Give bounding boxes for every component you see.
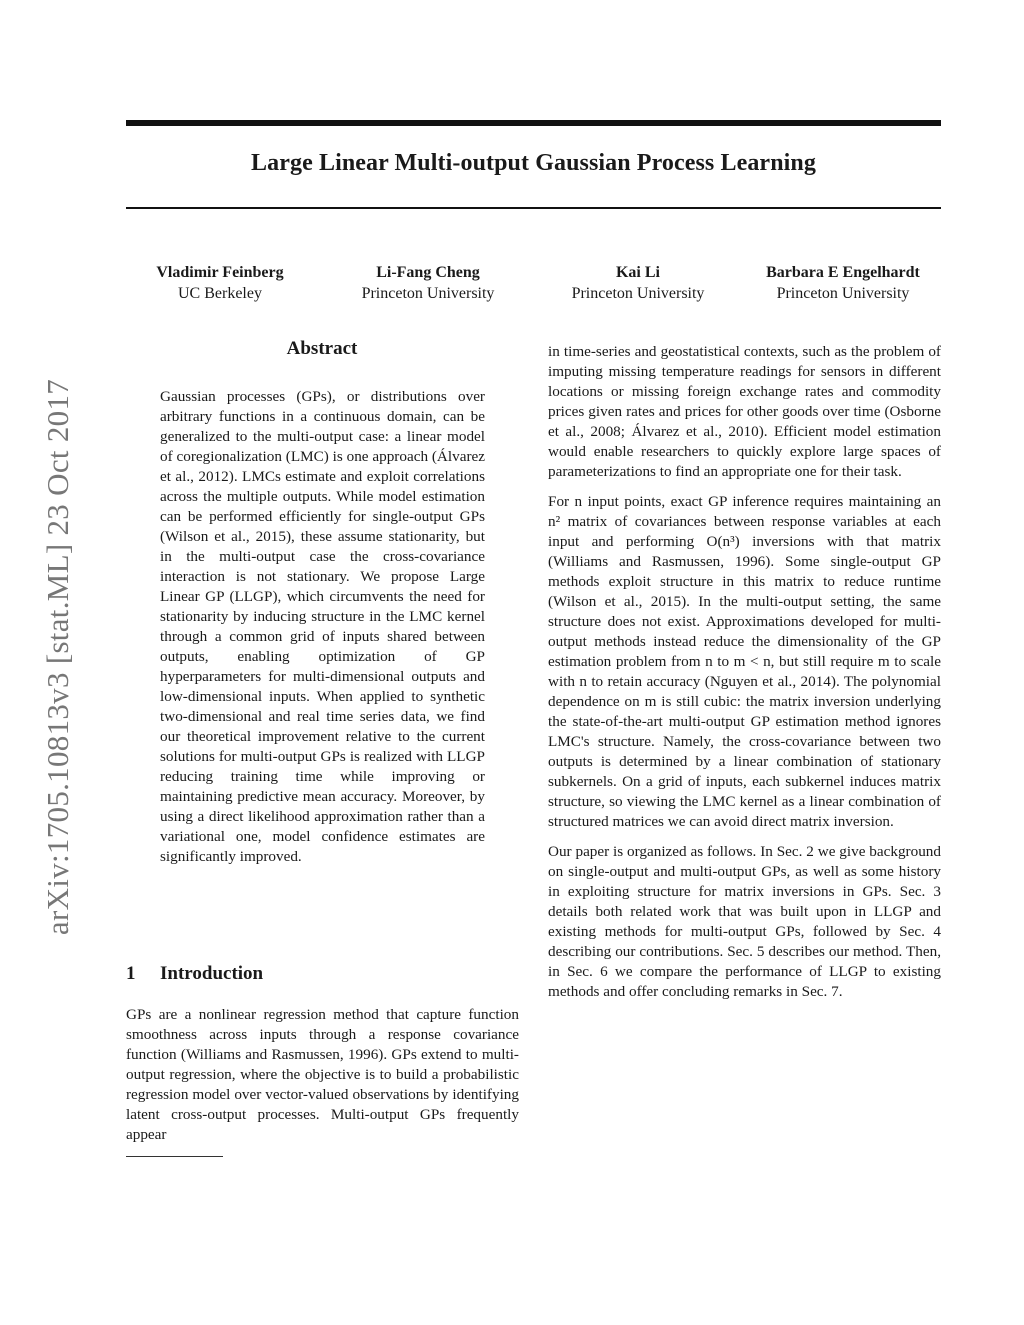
author-affiliation: Princeton University — [776, 285, 910, 302]
title-bottom-rule — [126, 207, 941, 209]
author-affiliation: UC Berkeley — [178, 285, 262, 302]
paragraph: in time-series and geostatistical contexts, such as the problem of imputing missing temperature readings for sensors in different locations or missing foreign exchange rates and commodity prices given rates and prices for other goods over time (Osborne et al., 2008; Álvarez et al., 2010). Efficient model estimation would enable researchers to quickly explore large spaces of parameterizations to find an appropriate one for their task. — [548, 343, 941, 480]
right-column — [548, 342, 941, 1012]
author-affiliation: Princeton University — [571, 285, 705, 302]
title-top-rule — [126, 120, 941, 126]
paper-title: Large Linear Multi-output Gaussian Process Learning — [251, 150, 816, 176]
author-block — [743, 263, 943, 304]
footnote-rule — [126, 1156, 223, 1157]
paragraph: For n input points, exact GP inference requires maintaining an n² matrix of covariances between response variables at each input and performing O(n³) inversions with that matrix (Williams and Rasmussen, 1996). Some single-output GP methods exploit structure in this matrix to reduce runtime (Wilson et al., 2015). In the multi-output setting, the same structure does not exist. Approximations developed for multi-output methods instead reduce the dimensionality of the GP estimation problem from n to m < n, but still require m to scale with n to retain accuracy (Nguyen et al., 2014). The polynomial dependence on m is still cubic: the matrix inversion underlying the state-of-the-art multi-output GP estimation method ignores LMC's structure. Namely, the cross-covariance between two outputs is determined by a linear combination of stationary subkernels. On a grid of inputs, each subkernel induces matrix structure, so viewing the LMC kernel as a linear combination of structured matrices we can avoid direct matrix inversion. — [548, 493, 941, 830]
abstract-body: Gaussian processes (GPs), or distributions over arbitrary functions in a continuous domain, can be generalized to the multi-output case: a linear model of coregionalization (LMC) is one approach (Álvarez et al., 2012). LMCs estimate and exploit correlations across the multiple outputs. While model estimation can be performed efficiently for single-output GPs (Wilson et al., 2015), these assume stationarity, but in the multi-output case the cross-covariance interaction is not stationary. We propose Large Linear GP (LLGP), which circumvents the need for stationarity by inducing structure in the LMC kernel through a common grid of inputs shared between outputs, enabling optimization of GP hyperparameters for multi-dimensional outputs and low-dimensional inputs. When applied to synthetic two-dimensional and real time series data, we find our theoretical improvement relative to the current solutions for multi-output GPs is realized with LLGP reducing training time while improving or maintaining predictive mean accuracy. Moreover, by using a direct likelihood approximation rather than a variational one, model confidence estimates are significantly improved. — [160, 388, 485, 865]
author-name: Vladimir Feinberg — [156, 264, 284, 281]
introduction-left-column-text: GPs are a nonlinear regression method that capture function smoothness across inputs through a response covariance function (Williams and Rasmussen, 1996). GPs extend to multi-output regression, where the objective is to build a probabilistic regression model over vector-valued observations by identifying latent cross-output processes. Multi-output GPs frequently appear — [126, 1006, 519, 1143]
section-heading-introduction — [126, 963, 263, 985]
arxiv-identifier-stamp: arXiv:1705.10813v3 [stat.ML] 23 Oct 2017 — [40, 378, 75, 936]
author-block — [328, 263, 528, 304]
section-title: Introduction — [160, 963, 264, 984]
section-number: 1 — [126, 963, 136, 984]
author-block — [538, 263, 738, 304]
paragraph: Our paper is organized as follows. In Sec. 2 we give background on single-output and multi-output GPs, as well as some history in exploiting structure for matrix inversions in GPs. Sec. 3 details both related work that was built upon in LLGP and existing methods for multi-output GPs, followed by Sec. 4 describing our contributions. Sec. 5 describes our method. Then, in Sec. 6 we compare the performance of LLGP to existing methods and offer concluding remarks in Sec. 7. — [548, 843, 941, 1000]
abstract-heading: Abstract — [286, 338, 358, 359]
author-affiliation: Princeton University — [361, 285, 495, 302]
author-name: Li-Fang Cheng — [376, 264, 480, 281]
author-name: Kai Li — [615, 264, 660, 281]
author-block — [120, 263, 320, 304]
author-name: Barbara E Engelhardt — [766, 264, 920, 281]
